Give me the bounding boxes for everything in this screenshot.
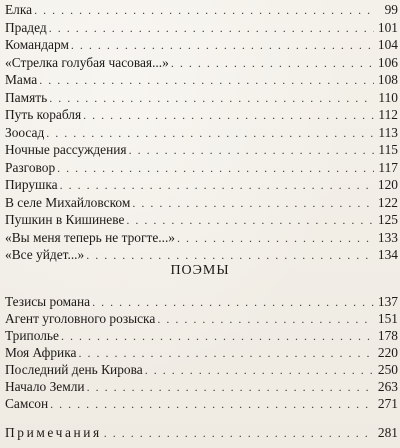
toc-entry-notes [5, 425, 398, 441]
toc-entry-title: Последний день Кирова [5, 362, 143, 377]
toc-entry-page: 120 [377, 177, 398, 192]
toc-entry [5, 142, 398, 158]
toc-entry-page: 113 [378, 125, 398, 140]
toc-entry-title: Моя Африка [5, 345, 77, 360]
toc-entry-page: 99 [384, 2, 398, 17]
toc-entry [5, 294, 398, 310]
dot-leader [61, 329, 374, 343]
toc-entry [5, 37, 398, 53]
toc-entry [5, 160, 398, 176]
toc-entry-title: Тезисы романа [5, 294, 91, 309]
toc-entry [5, 107, 398, 123]
dot-leader [126, 213, 374, 227]
toc-entry-page: 106 [377, 55, 398, 70]
dot-leader [87, 380, 374, 394]
toc-entry-page: 281 [377, 425, 398, 440]
dot-leader [145, 363, 374, 377]
toc-entry-title: Путь корабля [5, 107, 82, 122]
toc-entry-page: 133 [377, 230, 398, 245]
dot-leader [57, 161, 374, 175]
toc-entry [5, 311, 398, 327]
toc-entry-title: Пушкин в Кишиневе [5, 212, 125, 227]
toc-entry [5, 20, 398, 36]
dot-leader [78, 346, 374, 360]
toc-entry-page: 271 [377, 396, 398, 411]
toc-entry [5, 72, 398, 88]
toc-entry-title: Елка [5, 2, 33, 17]
toc-entry-title: Примечания [5, 425, 102, 440]
toc-entry-title: Агент уголовного розыска [5, 311, 156, 326]
dot-leader [86, 248, 374, 262]
toc-entry-page: 101 [377, 20, 398, 35]
toc-entry-page: 250 [377, 362, 398, 377]
toc-entry [5, 247, 398, 263]
toc-entry-page: 263 [377, 379, 398, 394]
toc-entry [5, 177, 398, 193]
toc-entry-title: Самсон [5, 396, 49, 411]
toc-entry [5, 396, 398, 412]
toc-entry-page: 220 [377, 345, 398, 360]
toc-entry-title: «Все уйдет...» [5, 247, 85, 262]
dot-leader [49, 91, 374, 105]
toc-entry-title: Ночные рассуждения [5, 142, 127, 157]
toc-entry-page: 117 [378, 160, 398, 175]
toc-entry [5, 55, 398, 71]
toc-entry-page: 122 [377, 195, 398, 210]
toc-entry [5, 230, 398, 246]
toc-entry [5, 2, 398, 18]
toc-entry [5, 195, 398, 211]
toc-entry-title: Начало Земли [5, 379, 85, 394]
toc-entry-title: Триполье [5, 328, 59, 343]
toc-entry-page: 108 [377, 72, 398, 87]
dot-leader [49, 21, 374, 35]
dot-leader [92, 295, 374, 309]
dot-leader [177, 231, 374, 245]
toc-entry-page: 134 [377, 247, 398, 262]
dot-leader [60, 178, 374, 192]
toc-entry-title: «Стрелка голубая часовая...» [5, 55, 169, 70]
toc-entry [5, 362, 398, 378]
dot-leader [104, 426, 374, 440]
toc-entry-title: «Вы меня теперь не трогте...» [5, 230, 176, 245]
toc-entry [5, 328, 398, 344]
dot-leader [171, 56, 374, 70]
toc-entry [5, 379, 398, 395]
dot-leader [83, 108, 374, 122]
dot-leader [46, 126, 374, 140]
toc-entry-title: Разговор [5, 160, 56, 175]
toc-entry-page: 110 [378, 90, 398, 105]
toc-entry-title: Память [5, 90, 48, 105]
toc-entry-title: В селе Михайловском [5, 195, 131, 210]
dot-leader [129, 143, 374, 157]
dot-leader [50, 397, 374, 411]
toc-entry [5, 125, 398, 141]
toc-entry-page: 178 [377, 328, 398, 343]
toc-entry-page: 104 [377, 37, 398, 52]
toc-entry-title: Командарм [5, 37, 69, 52]
dot-leader [157, 312, 374, 326]
toc-entry-title: Зоосад [5, 125, 45, 140]
toc-entry-page: 125 [377, 212, 398, 227]
toc-entry-title: Прадед [5, 20, 47, 35]
dot-leader [34, 3, 374, 17]
dot-leader [71, 38, 374, 52]
dot-leader [39, 73, 374, 87]
section-heading: ПОЭМЫ [170, 263, 230, 278]
toc-entry [5, 345, 398, 361]
toc-entry-page: 151 [377, 311, 398, 326]
dot-leader [132, 196, 374, 210]
toc-entry-page: 137 [377, 294, 398, 309]
toc-entry-page: 112 [378, 107, 398, 122]
toc-entry [5, 90, 398, 106]
toc-entry [5, 212, 398, 228]
toc-entry-title: Мама [5, 72, 38, 87]
toc-entry-title: Пирушка [5, 177, 58, 192]
toc-entry-page: 115 [378, 142, 398, 157]
